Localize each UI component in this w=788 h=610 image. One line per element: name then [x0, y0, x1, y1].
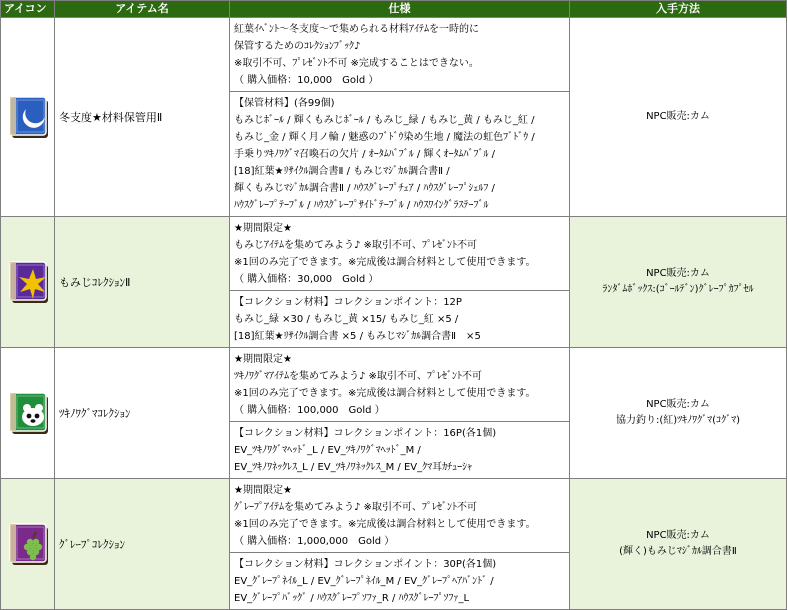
- obtain-line: NPC販売:カム: [646, 111, 710, 122]
- item-name: もみじｺﾚｸｼｮﾝⅡ: [55, 217, 230, 348]
- spec-desc-line: ★期間限定★: [234, 223, 292, 234]
- header-obtain: 入手方法: [570, 1, 787, 18]
- spec-material-line: 輝くもみじﾏｼﾞｶﾙ調合書Ⅱ / ﾊｳｽｸﾞﾚｰﾌﾟﾁｪｱ / ﾊｳｽｸﾞﾚｰﾌﾟｼｪﾙﾌ /: [234, 183, 495, 194]
- header-icon: アイコン: [1, 1, 55, 18]
- obtain-method: [570, 479, 787, 610]
- item-icon-cell: [1, 479, 55, 610]
- item-icon-cell: [1, 217, 55, 348]
- spec-material-line: もみじ_緑 ×30 / もみじ_黄 ×15/ もみじ_紅 ×5 /: [234, 314, 459, 325]
- spec-desc-line: ※1回のみ完了できます。※完成後は調合材料として使用できます。: [234, 388, 536, 399]
- obtain-method: [570, 348, 787, 479]
- spec-desc-line: ★期間限定★: [234, 485, 292, 496]
- spec-desc-line: ｸﾞﾚｰﾌﾟｱｲﾃﾑを集めてみよう♪ ※取引不可、ﾌﾟﾚｾﾞﾝﾄ不可: [234, 502, 477, 513]
- spec-desc-line: 紅葉ｲﾍﾞﾝﾄ～冬支度～で集められる材料ｱｲﾃﾑを一時的に: [234, 24, 479, 35]
- obtain-line: NPC販売:カム: [646, 530, 710, 541]
- spec-material-line: 【コレクション材料】コレクションポイント：12P: [234, 297, 462, 308]
- spec-material-line: 【保管材料】(各99個): [234, 98, 335, 109]
- spec-material-line: EV_ﾂｷﾉﾜｸﾞﾏﾍｯﾄﾞ_L / EV_ﾂｷﾉﾜｸﾞﾏﾍｯﾄﾞ_M /: [234, 445, 421, 456]
- spec-material-line: もみじ_金 / 輝く月ノ輪 / 魅惑のﾌﾞﾄﾞｳ染め生地 / 魔法の虹色ﾌﾞﾄﾞｳ /: [234, 132, 535, 143]
- spec-desc-line: （ 購入価格：10,000 Gold ）: [234, 75, 379, 86]
- header-spec: 仕様: [230, 1, 570, 18]
- item-icon-cell: [1, 18, 55, 217]
- spec-material-line: EV_ﾂｷﾉﾜﾈｯｸﾚｽ_L / EV_ﾂｷﾉﾜﾈｯｸﾚｽ_M / EV_ｸﾏ耳ｶﾁｭｰｼｬ: [234, 462, 473, 473]
- item-name: 冬支度★材料保管用Ⅱ: [55, 18, 230, 217]
- spec-desc-line: 保管するためのｺﾚｸｼｮﾝﾌﾞｯｸ♪: [234, 41, 361, 52]
- spec-materials: [230, 553, 570, 610]
- spec-materials: [230, 92, 570, 217]
- table-row: [1, 18, 787, 92]
- spec-desc-line: ※1回のみ完了できます。※完成後は調合材料として使用できます。: [234, 257, 536, 268]
- spec-material-line: [18]紅葉★ﾘｻｲｸﾙ調合書 ×5 / もみじﾏｼﾞｶﾙ調合書Ⅱ ×5: [234, 331, 481, 342]
- item-name: ﾂｷﾉﾜｸﾞﾏｺﾚｸｼｮﾝ: [55, 348, 230, 479]
- header-row: [1, 1, 787, 18]
- spec-material-line: 【コレクション材料】コレクションポイント：16P(各1個): [234, 428, 497, 439]
- spec-desc-line: （ 購入価格：1,000,000 Gold ）: [234, 536, 395, 547]
- purple-book-grape-icon: [3, 518, 53, 568]
- spec-materials: [230, 291, 570, 348]
- spec-desc-line: ※取引不可、ﾌﾟﾚｾﾞﾝﾄ不可 ※完成することはできない。: [234, 58, 479, 69]
- green-book-bear-icon: [3, 387, 53, 437]
- spec-material-line: EV_ｸﾞﾚｰﾌﾟﾈｲﾙ_L / EV_ｸﾞﾚｰﾌﾟﾈｲﾙ_M / EV_ｸﾞﾚｰﾌﾟﾍｱﾊﾞﾝﾄﾞ /: [234, 576, 494, 587]
- spec-description: [230, 348, 570, 422]
- spec-desc-line: もみじｱｲﾃﾑを集めてみよう♪ ※取引不可、ﾌﾟﾚｾﾞﾝﾄ不可: [234, 240, 477, 251]
- spec-desc-line: （ 購入価格：100,000 Gold ）: [234, 405, 385, 416]
- spec-desc-line: （ 購入価格：30,000 Gold ）: [234, 274, 379, 285]
- spec-description: [230, 18, 570, 92]
- blue-book-crescent-icon: [3, 91, 53, 141]
- item-icon-cell: [1, 348, 55, 479]
- spec-description: [230, 479, 570, 553]
- spec-materials: [230, 422, 570, 479]
- table-row: [1, 348, 787, 422]
- item-name: ｸﾞﾚｰﾌﾟｺﾚｸｼｮﾝ: [55, 479, 230, 610]
- obtain-line: NPC販売:カム: [646, 268, 710, 279]
- header-item-name: アイテム名: [55, 1, 230, 18]
- obtain-line: NPC販売:カム: [646, 399, 710, 410]
- purple-book-star-icon: [3, 256, 53, 306]
- obtain-line: 協力釣り:(紅)ﾂｷﾉﾜｸﾞﾏ(ｺｸﾞﾏ): [616, 415, 740, 426]
- spec-desc-line: ※1回のみ完了できます。※完成後は調合材料として使用できます。: [234, 519, 536, 530]
- spec-material-line: 【コレクション材料】コレクションポイント：30P(各1個): [234, 559, 497, 570]
- spec-desc-line: ﾂｷﾉﾜｸﾞﾏｱｲﾃﾑを集めてみよう♪ ※取引不可、ﾌﾟﾚｾﾞﾝﾄ不可: [234, 371, 482, 382]
- table-row: [1, 479, 787, 553]
- obtain-method: [570, 18, 787, 217]
- table-row: [1, 217, 787, 291]
- spec-material-line: もみじﾎﾞｰﾙ / 輝くもみじﾎﾞｰﾙ / もみじ_緑 / もみじ_黄 / もみじ_紅 /: [234, 115, 535, 126]
- table-body: [1, 18, 787, 610]
- spec-material-line: EV_ｸﾞﾚｰﾌﾟﾊﾞｯｸﾞ / ﾊｳｽｸﾞﾚｰﾌﾟｿﾌｧ_R / ﾊｳｽｸﾞﾚｰﾌﾟｿﾌｧ_L: [234, 593, 470, 604]
- spec-material-line: [18]紅葉★ﾘｻｲｸﾙ調合書Ⅱ / もみじﾏｼﾞｶﾙ調合書Ⅱ /: [234, 166, 450, 177]
- spec-desc-line: ★期間限定★: [234, 354, 292, 365]
- obtain-method: [570, 217, 787, 348]
- obtain-line: ﾗﾝﾀﾞﾑﾎﾞｯｸｽ:(ｺﾞｰﾙﾃﾞﾝ)ｸﾞﾚｰﾌﾟｶﾌﾟｾﾙ: [602, 284, 754, 295]
- spec-material-line: 手乗りﾂｷﾉﾜｸﾞﾏ召喚石の欠片 / ｵｰﾀﾑﾊﾞﾌﾞﾙ / 輝くｵｰﾀﾑﾊﾞﾌﾞﾙ /: [234, 149, 496, 160]
- obtain-line: (輝く)もみじﾏｼﾞｶﾙ調合書Ⅱ: [619, 546, 737, 557]
- spec-material-line: ﾊｳｽｸﾞﾚｰﾌﾟﾃｰﾌﾞﾙ / ﾊｳｽｸﾞﾚｰﾌﾟｻｲﾄﾞﾃｰﾌﾞﾙ / ﾊｳｽﾜｲﾝｸﾞﾗｽﾃｰﾌﾞﾙ: [234, 200, 489, 211]
- spec-description: [230, 217, 570, 291]
